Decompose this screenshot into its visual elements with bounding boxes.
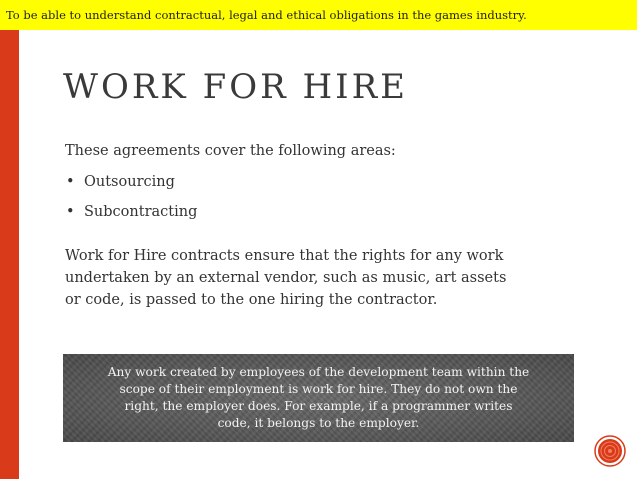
note-line: scope of their employment is work for hire. They do not own the xyxy=(119,382,518,396)
slide-title: WORK FOR HIRE xyxy=(63,67,408,107)
bullet-label: Subcontracting xyxy=(84,204,198,220)
paragraph-line: undertaken by an external vendor, such as music, art assets xyxy=(65,270,507,286)
bullet-list xyxy=(66,172,197,232)
bullet-glyph: • xyxy=(66,204,75,220)
bullet-item xyxy=(66,202,197,232)
intro-text: These agreements cover the following areas: xyxy=(65,143,396,159)
objective-banner: To be able to understand contractual, legal and ethical obligations in the games industry. xyxy=(0,0,637,30)
bullet-item xyxy=(66,172,197,202)
red-circle-emblem-icon xyxy=(594,435,626,467)
note-line: code, it belongs to the employer. xyxy=(217,416,420,430)
bullet-label: Outsourcing xyxy=(84,174,175,190)
bullet-glyph: • xyxy=(66,174,75,190)
paragraph-line: or code, is passed to the one hiring the contractor. xyxy=(65,292,438,308)
employee-note-box xyxy=(63,354,574,442)
work-for-hire-paragraph xyxy=(65,245,585,311)
note-line: Any work created by employees of the development team within the xyxy=(107,365,530,379)
note-line: right, the employer does. For example, if a programmer writes xyxy=(124,399,513,413)
paragraph-line: Work for Hire contracts ensure that the rights for any work xyxy=(65,248,504,264)
left-accent-bar xyxy=(0,30,19,479)
